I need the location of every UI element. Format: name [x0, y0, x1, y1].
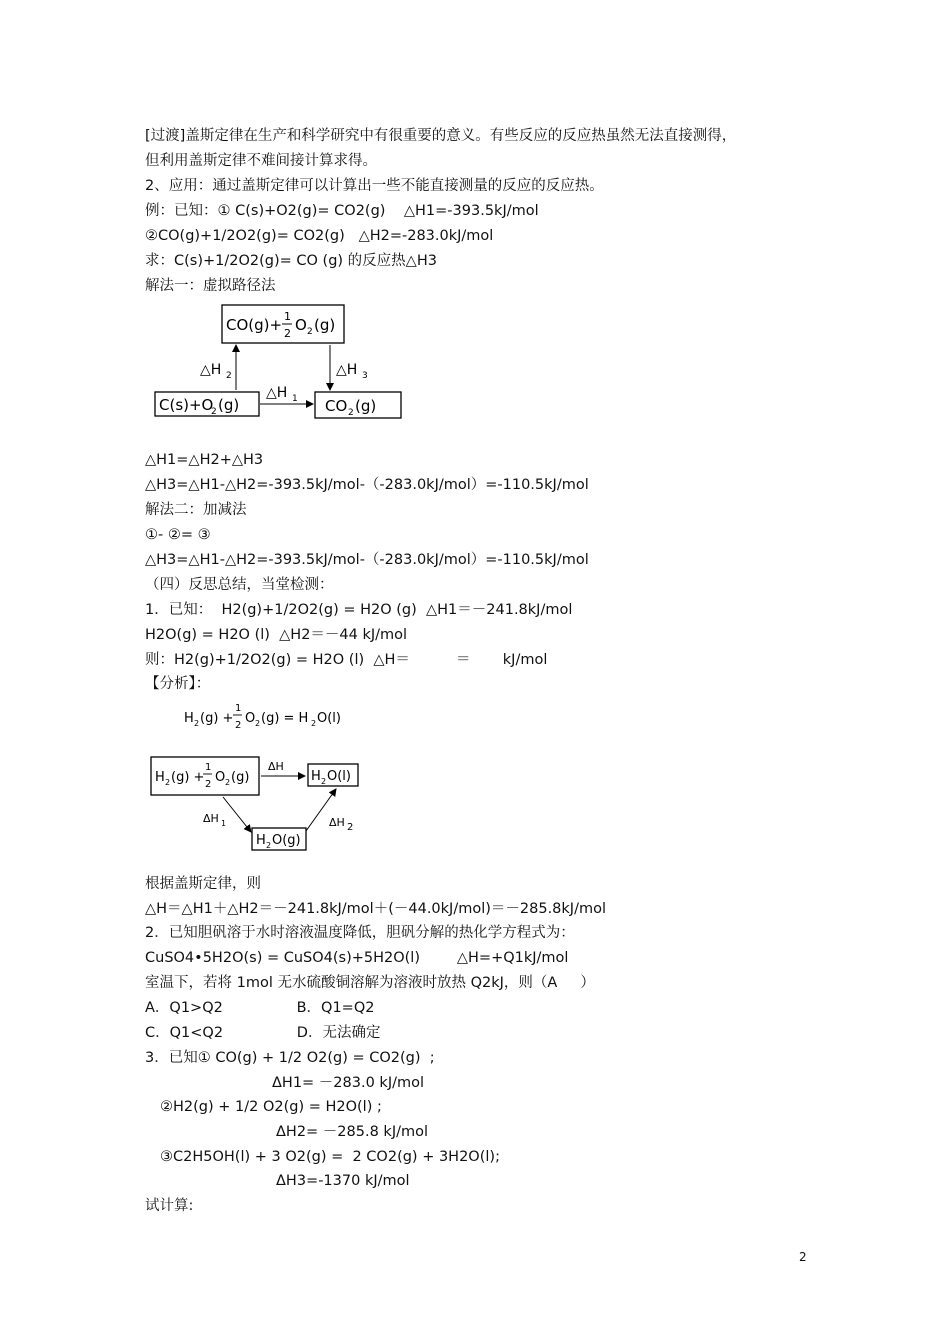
- svg-text:2: 2: [235, 720, 242, 731]
- svg-text:2: 2: [225, 778, 231, 787]
- svg-text:(g): (g): [231, 770, 250, 785]
- svg-text:2: 2: [165, 778, 171, 787]
- dh-label: ΔH: [268, 760, 284, 773]
- text-line: 1．已知： H2(g)+1/2O2(g) = H2O (g) △H1＝－241.8kJ/mol: [145, 602, 573, 618]
- svg-text:(g) = H: (g) = H: [261, 711, 309, 726]
- svg-text:H: H: [311, 769, 321, 784]
- svg-text:2: 2: [194, 719, 200, 728]
- svg-text:2: 2: [321, 777, 327, 786]
- svg-text:H: H: [256, 833, 266, 848]
- dh3-label: △H: [336, 362, 358, 378]
- svg-text:1: 1: [221, 819, 227, 828]
- svg-text:O(l): O(l): [327, 769, 351, 784]
- text-line: 室温下，若将 1mol 无水硫酸铜溶解为溶液时放热 Q2kJ，则（A ）: [145, 975, 595, 991]
- svg-text:H: H: [184, 711, 194, 726]
- svg-text:(g) +: (g) +: [200, 711, 234, 726]
- text-line: [过渡]盖斯定律在生产和科学研究中有很重要的意义。有些反应的反应热虽然无法直接测得，: [145, 128, 737, 144]
- text-line: CuSO4•5H2O(s) = CuSO4(s)+5H2O(l) △H=+Q1kJ/mol: [145, 950, 569, 966]
- text-line: （四）反思总结，当堂检测：: [145, 577, 334, 593]
- svg-text:2: 2: [205, 779, 212, 790]
- text-line: ΔH2= －285.8 kJ/mol: [276, 1124, 429, 1140]
- text-line: 但利用盖斯定律不难间接计算求得。: [145, 153, 377, 169]
- text-line: ③C2H5OH(l) + 3 O2(g) = 2 CO2(g) + 3H2O(l);: [160, 1149, 500, 1165]
- text-line: 根据盖斯定律，则: [145, 876, 261, 892]
- text-line: △H＝△H1＋△H2＝－241.8kJ/mol＋(－44.0kJ/mol)＝－285.8kJ/mol: [145, 901, 606, 917]
- text-line: 2．已知胆矾溶于水时溶液温度降低，胆矾分解的热化学方程式为：: [145, 925, 575, 941]
- svg-text:2: 2: [348, 408, 354, 418]
- svg-text:2: 2: [211, 407, 217, 417]
- svg-text:3: 3: [362, 371, 368, 381]
- text-line: 例：已知：① C(s)+O2(g)= CO2(g) △H1=-393.5kJ/mol: [145, 203, 539, 219]
- text-line: ②H2(g) + 1/2 O2(g) = H2O(l) ;: [160, 1099, 382, 1115]
- text-line: 2、应用：通过盖斯定律可以计算出一些不能直接测量的反应的反应热。: [145, 178, 604, 194]
- svg-text:O: O: [295, 316, 307, 334]
- svg-text:2: 2: [347, 822, 354, 833]
- dh2-label: ΔH: [329, 816, 345, 829]
- text-line: 解法二：加减法: [145, 502, 247, 518]
- svg-text:(g): (g): [314, 316, 336, 334]
- svg-text:2: 2: [266, 841, 272, 850]
- svg-text:O(l): O(l): [317, 711, 341, 726]
- text-line: H2O(g) = H2O (l) △H2＝－44 kJ/mol: [145, 627, 408, 643]
- text-line: △H3=△H1-△H2=-393.5kJ/mol-（-283.0kJ/mol）=-110.5kJ/mol: [145, 477, 589, 493]
- text-line: ΔH1= －283.0 kJ/mol: [272, 1075, 425, 1091]
- dh2-label: △H: [200, 362, 222, 378]
- text-line: 3．已知① CO(g) + 1/2 O2(g) = CO2(g) ;: [145, 1050, 435, 1066]
- svg-text:2: 2: [255, 719, 261, 728]
- page-number: 2: [799, 1250, 807, 1264]
- dh1-label: △H: [266, 385, 288, 401]
- text-line: C．Q1<Q2 D．无法确定: [145, 1025, 381, 1041]
- text-line: 则：H2(g)+1/2O2(g) = H2O (l) △H＝ ＝ kJ/mol: [145, 652, 548, 668]
- svg-text:(g): (g): [218, 396, 240, 414]
- hess-path-diagram: [150, 300, 410, 425]
- svg-text:2: 2: [284, 327, 291, 340]
- text-line: △H3=△H1-△H2=-393.5kJ/mol-（-283.0kJ/mol）=-110.5kJ/mol: [145, 552, 589, 568]
- svg-text:O: O: [215, 770, 226, 785]
- text-line: 解法一：虚拟路径法: [145, 278, 276, 294]
- text-line: 求：C(s)+1/2O2(g)= CO (g) 的反应热△H3: [145, 253, 437, 269]
- text-line: 【分析】：: [145, 676, 211, 692]
- svg-text:2: 2: [307, 327, 313, 337]
- svg-text:1: 1: [292, 394, 298, 404]
- svg-text:O: O: [245, 711, 256, 726]
- svg-text:2: 2: [226, 371, 232, 381]
- text-line: ①- ②= ③: [145, 527, 211, 543]
- text-line: A．Q1>Q2 B．Q1=Q2: [145, 1000, 375, 1016]
- arrow-dh1: [223, 797, 251, 832]
- dh1-label: ΔH: [203, 812, 219, 825]
- text-line: ②CO(g)+1/2O2(g)= CO2(g) △H2=-283.0kJ/mol: [145, 228, 494, 244]
- svg-text:1: 1: [284, 310, 291, 323]
- svg-text:(g): (g): [355, 397, 377, 415]
- svg-text:O(g): O(g): [272, 833, 301, 848]
- svg-text:1: 1: [205, 762, 212, 773]
- svg-text:2: 2: [311, 719, 317, 728]
- svg-text:C(s)+O: C(s)+O: [159, 396, 214, 414]
- svg-text:1: 1: [235, 703, 242, 714]
- svg-text:H: H: [155, 770, 165, 785]
- text-line: △H1=△H2+△H3: [145, 452, 264, 468]
- svg-text:(g) +: (g) +: [171, 770, 205, 785]
- text-line: 试计算:: [145, 1198, 194, 1214]
- box-label: CO(g)+: [226, 316, 283, 334]
- text-line: ΔH3=-1370 kJ/mol: [276, 1173, 410, 1189]
- svg-text:CO: CO: [325, 397, 348, 415]
- h2o-path-diagram: [148, 698, 373, 855]
